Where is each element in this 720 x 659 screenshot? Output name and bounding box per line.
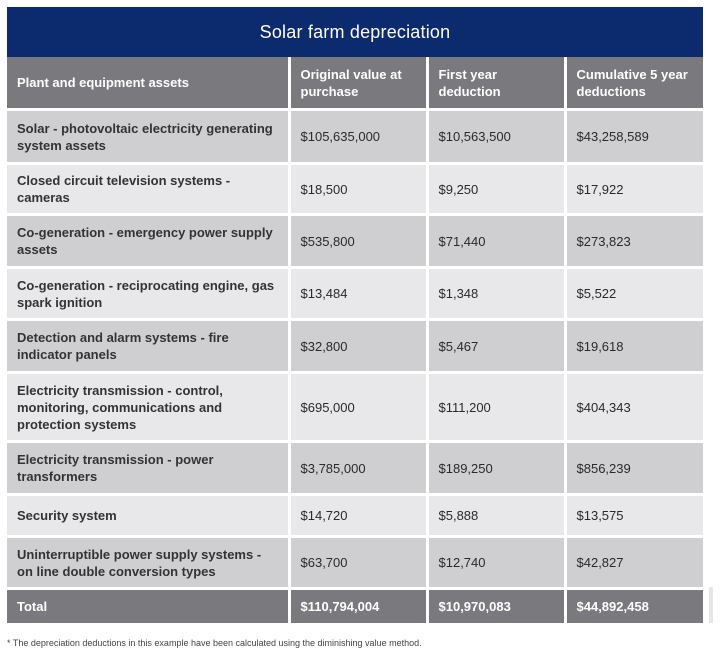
footnote: * The depreciation deductions in this example have been calculated using the diminishing value method. [7, 638, 422, 648]
total-first-year: $10,970,083 [427, 589, 565, 624]
original-value-cell: $14,720 [289, 495, 427, 537]
total-cumulative: $44,892,458 [565, 589, 703, 624]
cumulative-cell: $19,618 [565, 320, 703, 373]
cumulative-cell: $273,823 [565, 215, 703, 268]
first-year-cell: $9,250 [427, 164, 565, 215]
header-first-year: First year deduction [427, 57, 565, 110]
cumulative-cell: $13,575 [565, 495, 703, 537]
asset-cell: Closed circuit television systems - cameras [7, 164, 289, 215]
asset-cell: Solar - photovoltaic electricity generating system assets [7, 110, 289, 164]
table-row [7, 268, 703, 320]
first-year-cell: $71,440 [427, 215, 565, 268]
asset-cell: Detection and alarm systems - fire indicator panels [7, 320, 289, 373]
side-watermark [706, 585, 716, 625]
original-value-cell: $13,484 [289, 268, 427, 320]
cumulative-cell: $42,827 [565, 537, 703, 589]
total-row [7, 589, 703, 624]
table-row [7, 164, 703, 215]
asset-cell: Security system [7, 495, 289, 537]
table-row [7, 110, 703, 164]
first-year-cell: $1,348 [427, 268, 565, 320]
table-row [7, 442, 703, 495]
depreciation-table [7, 57, 703, 623]
header-original-value: Original value at purchase [289, 57, 427, 110]
original-value-cell: $63,700 [289, 537, 427, 589]
table-title: Solar farm depreciation [7, 7, 703, 57]
asset-cell: Co-generation - reciprocating engine, gas spark ignition [7, 268, 289, 320]
original-value-cell: $535,800 [289, 215, 427, 268]
original-value-cell: $18,500 [289, 164, 427, 215]
first-year-cell: $189,250 [427, 442, 565, 495]
asset-cell: Electricity transmission - power transformers [7, 442, 289, 495]
total-label: Total [7, 589, 289, 624]
cumulative-cell: $17,922 [565, 164, 703, 215]
asset-cell: Uninterruptible power supply systems - on line double conversion types [7, 537, 289, 589]
first-year-cell: $111,200 [427, 373, 565, 442]
table-row [7, 537, 703, 589]
original-value-cell: $105,635,000 [289, 110, 427, 164]
table-row [7, 495, 703, 537]
cumulative-cell: $404,343 [565, 373, 703, 442]
table-row [7, 373, 703, 442]
first-year-cell: $5,467 [427, 320, 565, 373]
original-value-cell: $695,000 [289, 373, 427, 442]
cumulative-cell: $5,522 [565, 268, 703, 320]
first-year-cell: $12,740 [427, 537, 565, 589]
table-row [7, 320, 703, 373]
original-value-cell: $3,785,000 [289, 442, 427, 495]
original-value-cell: $32,800 [289, 320, 427, 373]
cumulative-cell: $856,239 [565, 442, 703, 495]
first-year-cell: $10,563,500 [427, 110, 565, 164]
header-cumulative: Cumulative 5 year deductions [565, 57, 703, 110]
cumulative-cell: $43,258,589 [565, 110, 703, 164]
header-asset: Plant and equipment assets [7, 57, 289, 110]
total-original: $110,794,004 [289, 589, 427, 624]
asset-cell: Co-generation - emergency power supply assets [7, 215, 289, 268]
first-year-cell: $5,888 [427, 495, 565, 537]
asset-cell: Electricity transmission - control, monitoring, communications and protection systems [7, 373, 289, 442]
header-row [7, 57, 703, 110]
table-row [7, 215, 703, 268]
